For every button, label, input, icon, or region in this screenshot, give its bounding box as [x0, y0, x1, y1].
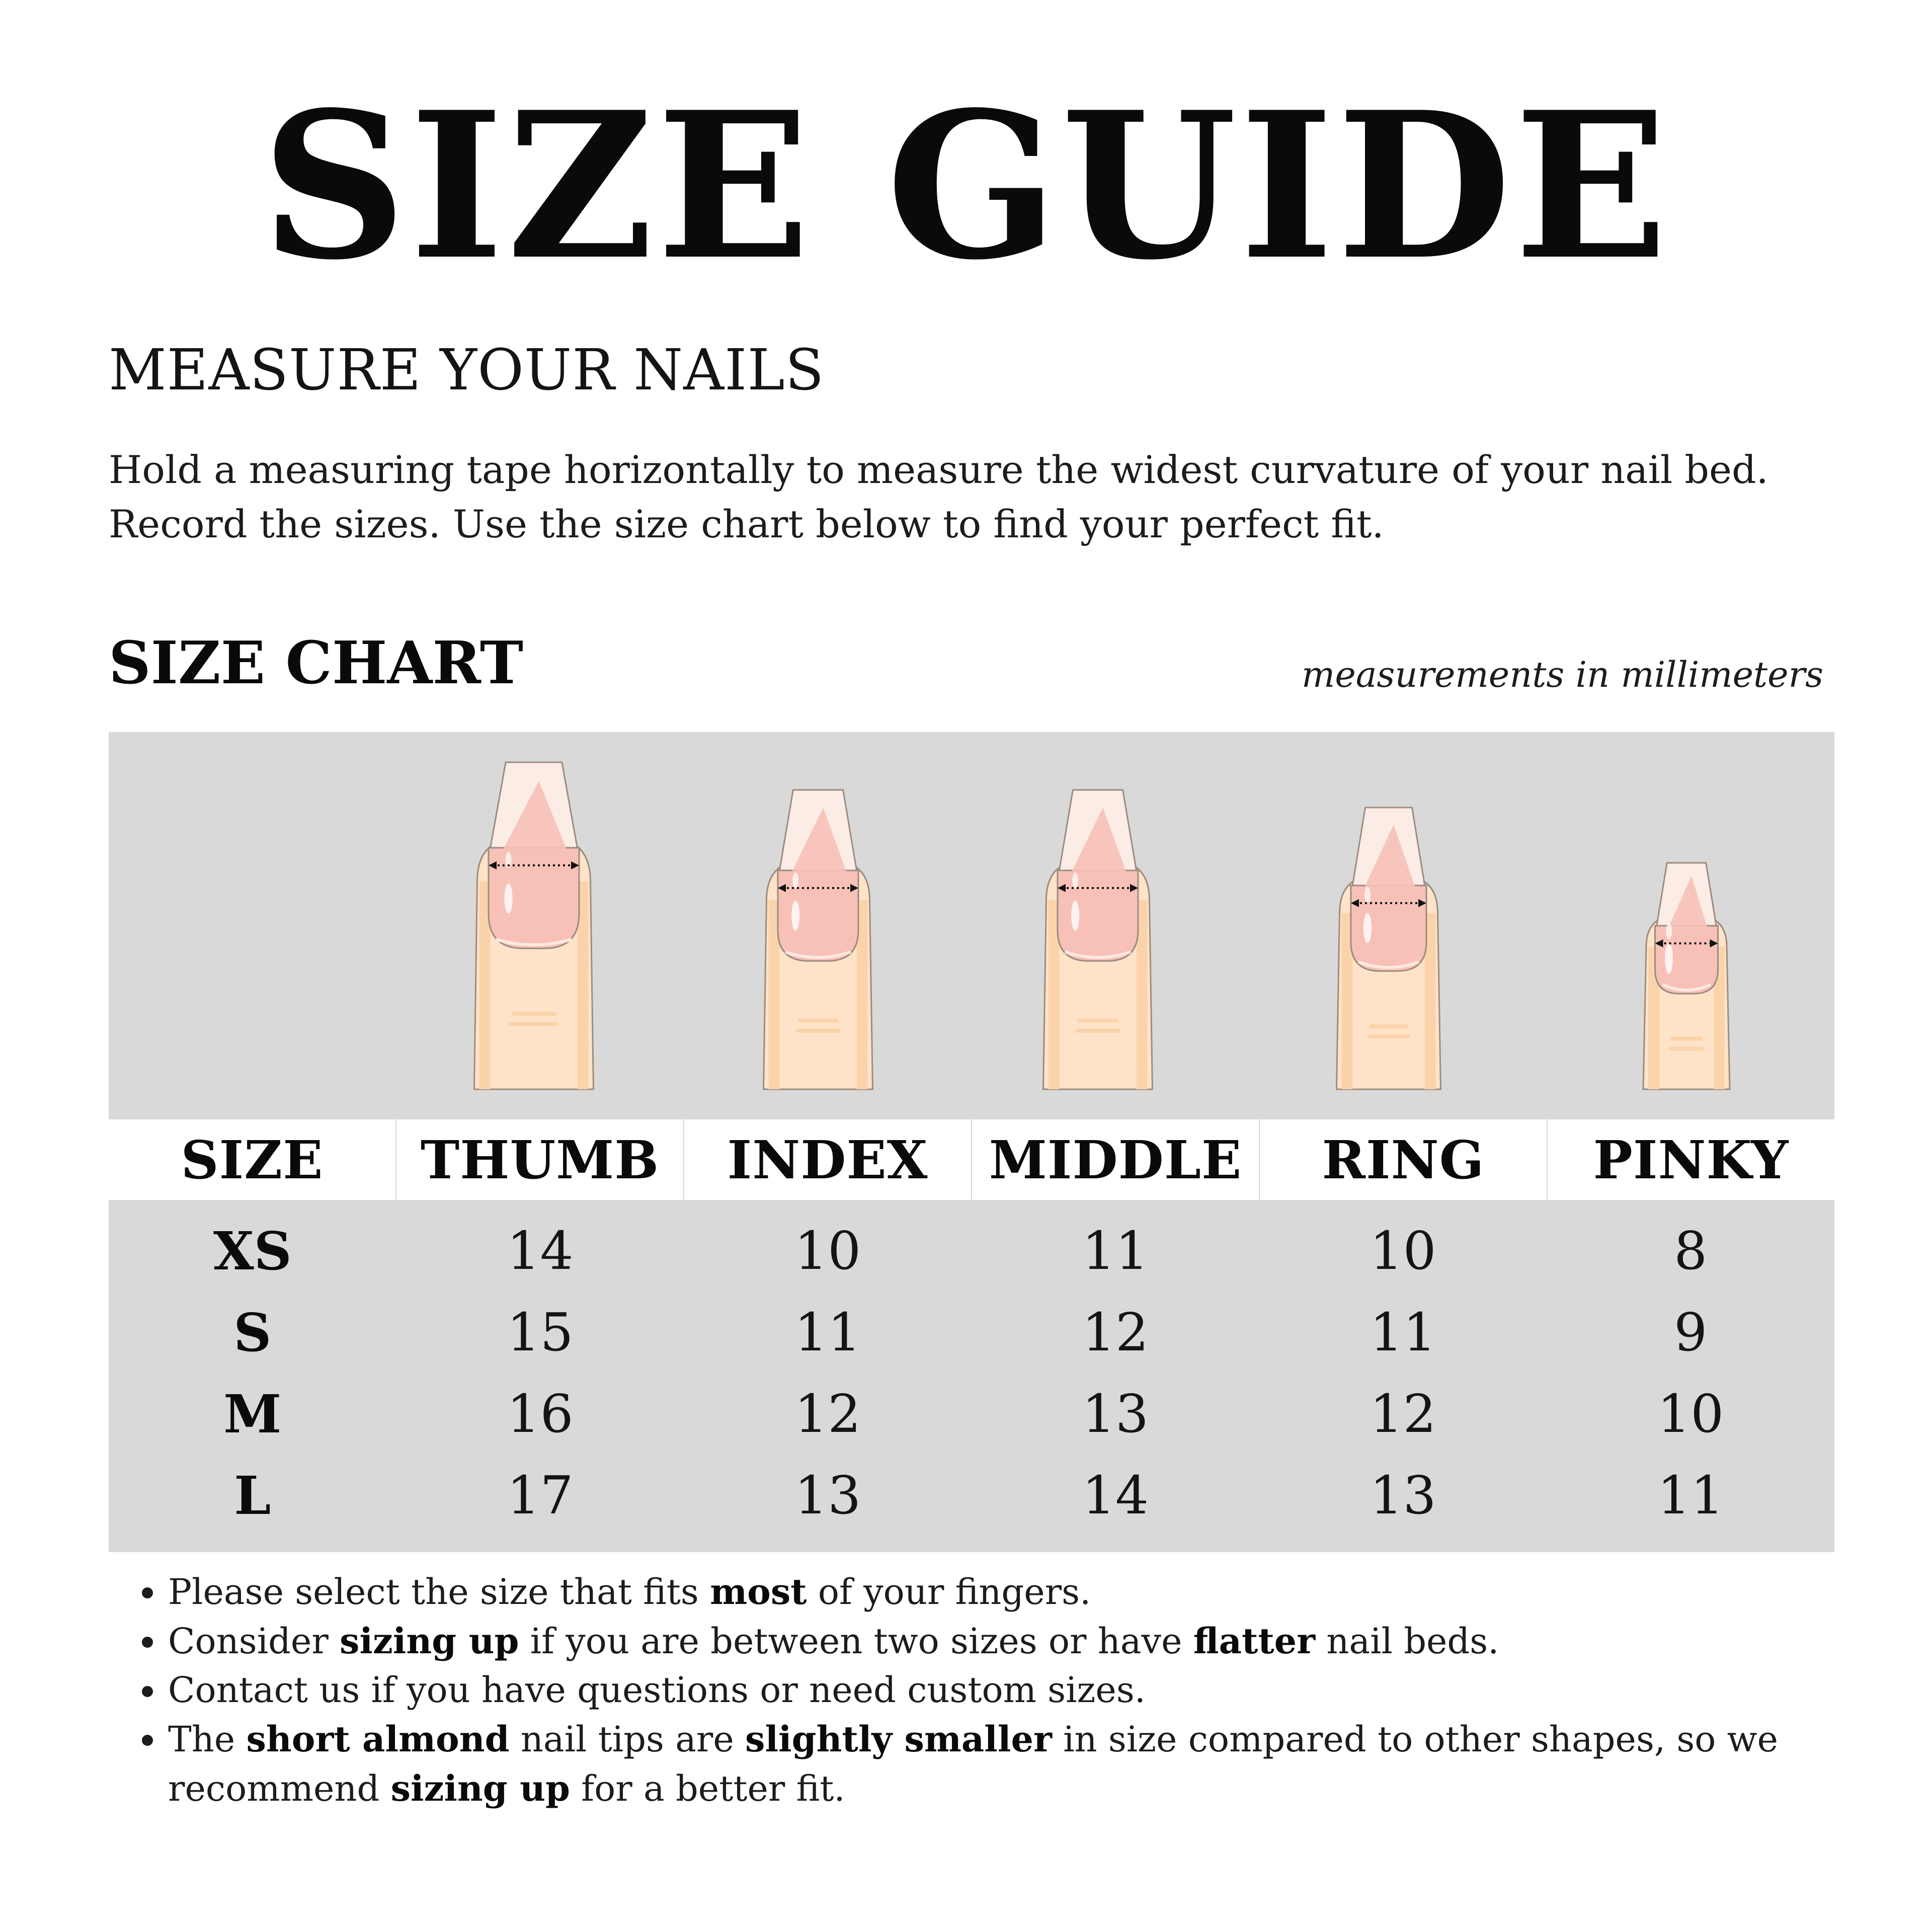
column-header-pinky: PINKY — [1548, 1119, 1834, 1200]
table-cell: 12 — [794, 1383, 861, 1444]
note-text: The — [168, 1719, 247, 1760]
table-cell: 11 — [1082, 1220, 1149, 1281]
finger-illustrations — [109, 732, 1834, 1117]
note-item — [136, 1567, 1811, 1617]
table-cell: 14 — [507, 1220, 574, 1281]
pinky-illustration — [1643, 863, 1730, 1089]
table-cell: 11 — [1657, 1465, 1724, 1526]
index-illustration — [764, 790, 873, 1089]
table-cell: 13 — [1370, 1465, 1436, 1526]
units-note: measurements in millimeters — [1301, 654, 1823, 695]
table-cell: 14 — [1082, 1465, 1149, 1526]
thumb-illustration — [474, 762, 594, 1089]
table-cell: 11 — [1370, 1302, 1436, 1363]
table-cell: 16 — [507, 1383, 574, 1444]
column-header-size: SIZE — [109, 1119, 395, 1200]
note-item — [136, 1666, 1811, 1715]
size-label: S — [233, 1301, 272, 1363]
table-cell: 13 — [794, 1465, 861, 1526]
chart-title: SIZE CHART — [109, 629, 524, 697]
note-text: if you are between two sizes or have — [519, 1621, 1193, 1662]
size-chart-panel — [109, 732, 1834, 1552]
size-label: XS — [213, 1220, 292, 1282]
note-emphasis: sizing up — [390, 1767, 570, 1809]
note-emphasis: flatter — [1193, 1620, 1316, 1662]
note-item — [136, 1617, 1811, 1666]
intro-line: Record the sizes. Use the size chart below to find your perfect fit. — [109, 502, 1384, 546]
note-item — [136, 1715, 1811, 1813]
notes-list — [136, 1567, 1811, 1813]
note-text: in size compared to other shapes, so we recommend — [168, 1719, 1779, 1809]
table-row — [109, 1292, 1834, 1373]
note-text: for a better fit. — [570, 1768, 845, 1809]
note-emphasis: slightly smaller — [745, 1718, 1052, 1760]
table-cell: 9 — [1674, 1302, 1708, 1363]
table-cell: 10 — [794, 1220, 861, 1281]
table-header-row — [109, 1119, 1834, 1200]
table-cell: 15 — [507, 1302, 574, 1363]
column-header-thumb: THUMB — [396, 1119, 683, 1200]
table-row — [109, 1373, 1834, 1455]
section-subtitle: MEASURE YOUR NAILS — [109, 338, 825, 403]
table-cell: 8 — [1674, 1220, 1708, 1281]
note-text: Please select the size that fits — [168, 1571, 710, 1613]
table-cell: 12 — [1370, 1383, 1436, 1444]
note-text: nail beds. — [1315, 1621, 1499, 1662]
page-title: SIZE GUIDE — [261, 68, 1671, 304]
table-cell: 11 — [794, 1302, 861, 1363]
table-cell: 13 — [1082, 1383, 1149, 1444]
fingers-svg — [109, 732, 1834, 1117]
table-body — [109, 1210, 1834, 1536]
column-header-index: INDEX — [684, 1119, 971, 1200]
note-emphasis: most — [710, 1571, 807, 1613]
note-emphasis: sizing up — [340, 1620, 519, 1662]
size-label: L — [234, 1464, 271, 1526]
ring-illustration — [1337, 808, 1441, 1089]
note-text: Consider — [168, 1621, 340, 1662]
size-label: M — [223, 1383, 282, 1445]
table-cell: 12 — [1082, 1302, 1149, 1363]
note-text: of your fingers. — [807, 1571, 1091, 1613]
table-cell: 10 — [1657, 1383, 1724, 1444]
intro-line: Hold a measuring tape horizontally to measure the widest curvature of your nail bed. — [109, 447, 1768, 492]
table-row — [109, 1455, 1834, 1536]
note-text: nail tips are — [509, 1719, 746, 1760]
middle-illustration — [1043, 790, 1153, 1089]
intro-text — [109, 443, 1844, 551]
note-emphasis: short almond — [246, 1718, 510, 1760]
table-row — [109, 1210, 1834, 1292]
table-cell: 17 — [507, 1465, 574, 1526]
column-header-ring: RING — [1260, 1119, 1547, 1200]
table-cell: 10 — [1370, 1220, 1436, 1281]
column-header-middle: MIDDLE — [972, 1119, 1259, 1200]
note-text: Contact us if you have questions or need custom sizes. — [168, 1669, 1146, 1711]
